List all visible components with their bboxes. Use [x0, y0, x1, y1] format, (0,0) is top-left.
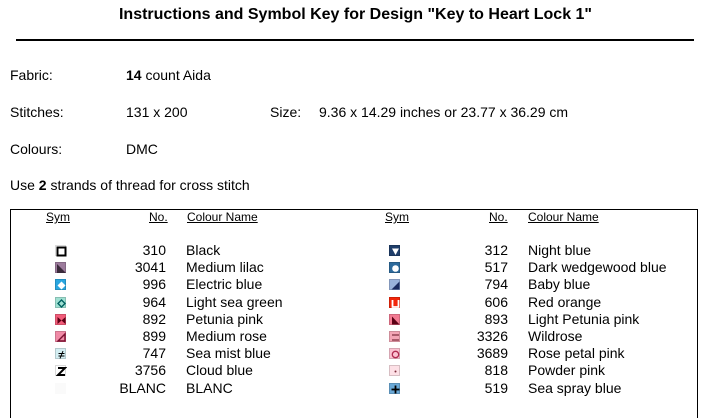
colour-name: Red orange	[528, 293, 602, 310]
table-row	[0, 362, 711, 379]
colour-name: Sea spray blue	[528, 379, 622, 396]
table-row	[0, 294, 711, 311]
strands-count: 2	[38, 177, 47, 193]
colour-name: Cloud blue	[186, 362, 253, 379]
fabric-label: Fabric:	[10, 67, 53, 83]
colour-number: 964	[142, 293, 166, 310]
colour-name: Baby blue	[528, 276, 591, 293]
colour-number: 818	[484, 362, 508, 379]
page-title: Instructions and Symbol Key for Design "Key to Heart Lock 1"	[118, 6, 593, 23]
table-row	[0, 311, 711, 328]
colours-value: DMC	[126, 141, 158, 157]
corner-triangle-icon	[389, 279, 400, 290]
bars-icon	[389, 331, 400, 342]
colour-number: 996	[142, 276, 166, 293]
header-no-left: No.	[149, 210, 168, 224]
table-row	[0, 242, 711, 259]
flag-triangle-icon	[389, 314, 400, 325]
colour-name: Dark wedgewood blue	[528, 259, 667, 276]
fabric-text: count Aida	[145, 67, 211, 83]
colour-number: 310	[142, 242, 166, 258]
colour-name: Powder pink	[528, 362, 606, 379]
strands-pre: Use	[10, 177, 35, 193]
colour-number: 606	[484, 293, 508, 310]
colour-name: Sea mist blue	[186, 345, 271, 362]
colour-name: Medium rose	[186, 328, 267, 344]
header-sym-left: Sym	[46, 210, 70, 224]
colour-number: 747	[142, 345, 166, 362]
colour-number: 899	[142, 328, 166, 344]
table-row	[0, 259, 711, 276]
header-name-left: Colour Name	[187, 210, 258, 224]
circle-icon	[389, 262, 400, 273]
dot-icon	[389, 365, 400, 376]
colour-number: 892	[142, 310, 166, 327]
strands-post: strands of thread for cross stitch	[50, 177, 250, 193]
colour-number: 519	[484, 379, 508, 396]
fabric-count: 14	[126, 67, 142, 83]
down-triangle-icon	[389, 245, 400, 256]
colour-number: BLANC	[119, 379, 166, 396]
table-row	[0, 276, 711, 293]
colour-number: 3689	[476, 345, 508, 362]
colour-name: Night blue	[528, 242, 592, 258]
colour-number: 3756	[134, 362, 166, 379]
ring-icon	[389, 348, 400, 359]
strands-instruction	[10, 177, 250, 193]
table-row	[0, 380, 711, 397]
colour-number: 3326	[476, 328, 508, 344]
header-no-right: No.	[489, 210, 508, 224]
colour-number: 3041	[134, 259, 166, 276]
plus-icon	[389, 383, 400, 394]
colour-name: Electric blue	[186, 276, 263, 293]
colour-number: 893	[484, 310, 508, 327]
colour-name: Black	[186, 242, 221, 258]
colour-name: Light Petunia pink	[528, 310, 640, 327]
colour-name: Rose petal pink	[528, 345, 625, 362]
colours-label: Colours:	[10, 141, 63, 157]
cup-icon	[389, 297, 400, 308]
colour-name: Wildrose	[528, 328, 583, 344]
table-row	[0, 328, 711, 345]
colour-name: BLANC	[186, 379, 233, 396]
size-label: Size:	[270, 104, 302, 120]
header-sym-right: Sym	[385, 210, 409, 224]
title-divider	[16, 39, 694, 41]
table-row	[0, 345, 711, 362]
fabric-value	[126, 67, 211, 83]
stitches-value: 131 x 200	[126, 104, 188, 120]
colour-number: 312	[484, 242, 508, 258]
colour-name: Petunia pink	[186, 310, 264, 327]
header-name-right: Colour Name	[528, 210, 599, 224]
size-value: 9.36 x 14.29 inches or 23.77 x 36.29 cm	[319, 104, 569, 120]
colour-number: 794	[484, 276, 508, 293]
colour-name: Light sea green	[186, 293, 283, 310]
colour-name: Medium lilac	[186, 259, 264, 276]
stitches-label: Stitches:	[10, 104, 64, 120]
colour-number: 517	[484, 259, 508, 276]
